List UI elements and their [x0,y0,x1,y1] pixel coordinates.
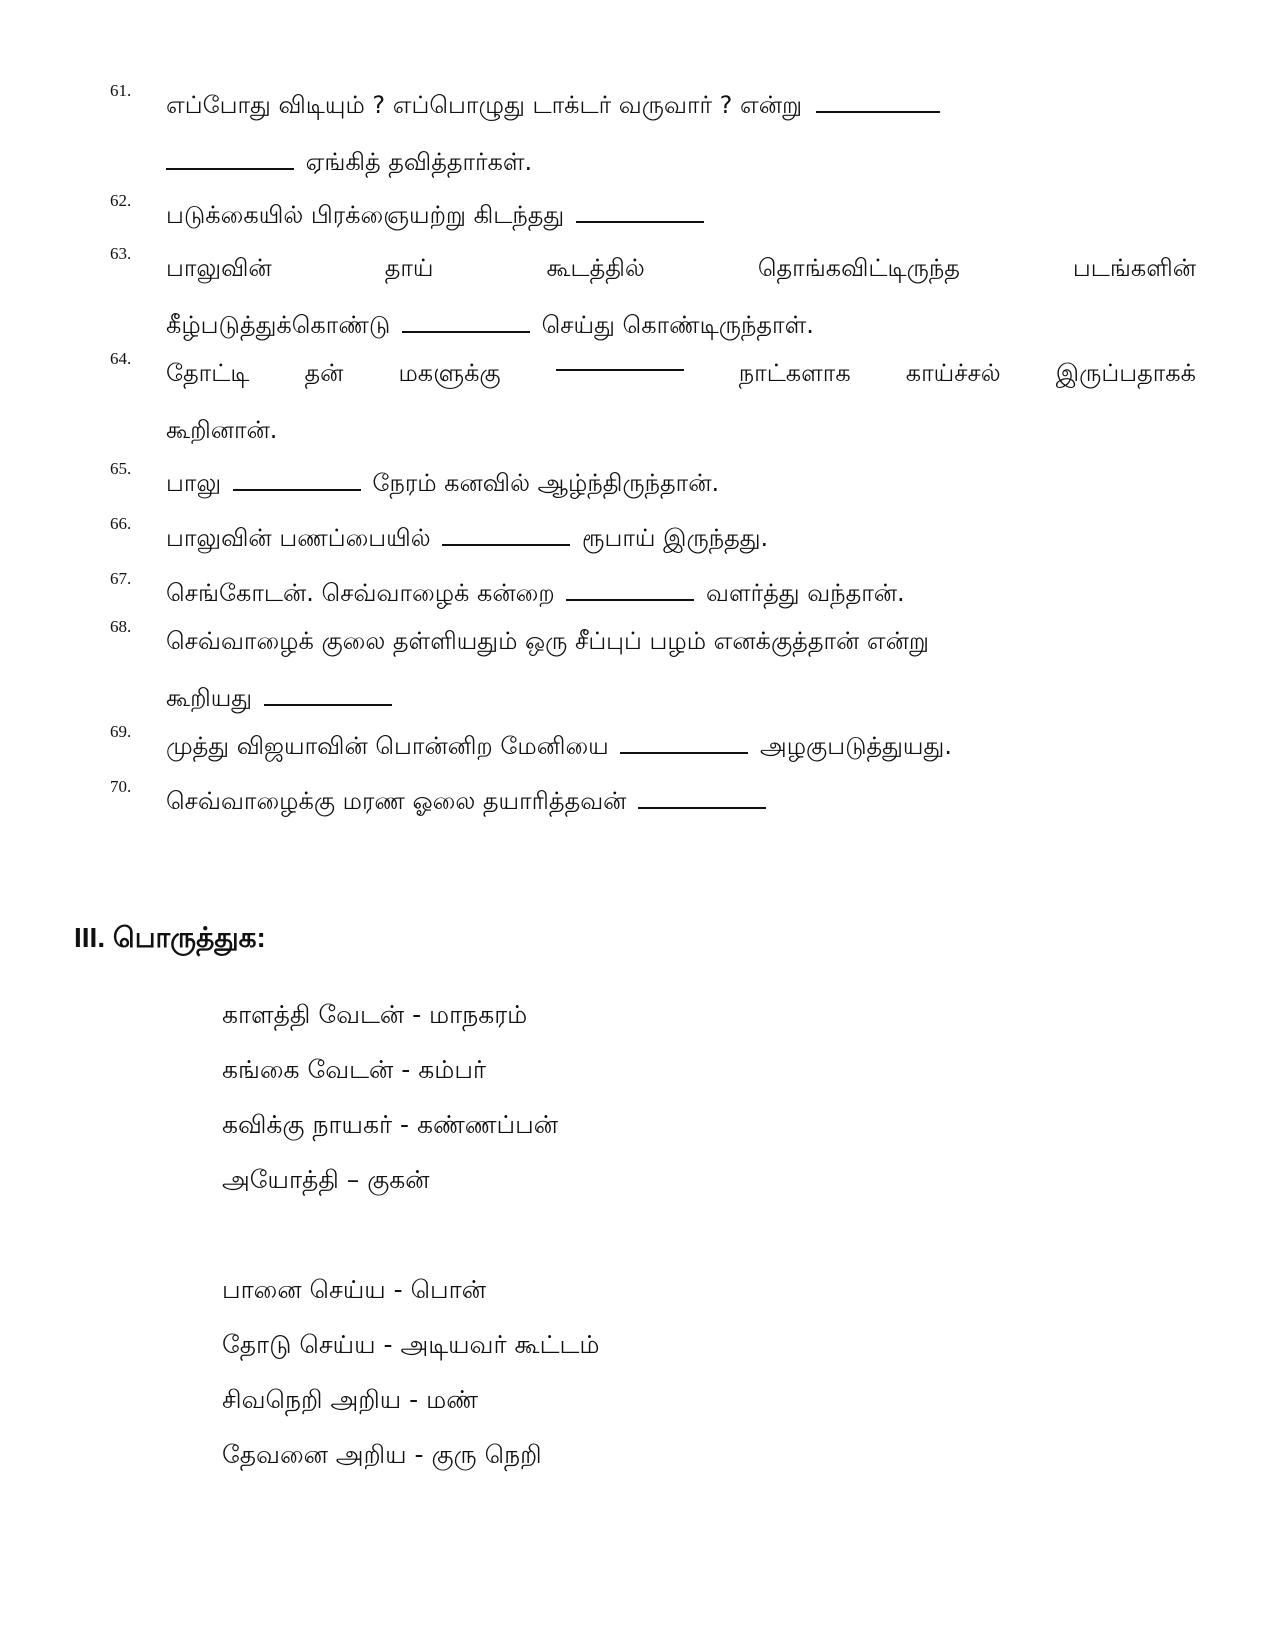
answer-blank[interactable] [638,783,766,809]
question-line: நேரம் கனவில் ஆழ்ந்திருந்தான். [372,469,720,497]
question-word: தோட்டி [166,359,250,387]
question-word: தாய் [384,254,434,282]
question-line: பாலு [166,469,222,497]
question-line: ரூபாய் இருந்தது. [582,524,769,552]
question-text [166,240,1196,354]
answer-blank[interactable] [556,345,684,371]
question-line: கீழ்படுத்துக்கொண்டு [166,311,391,339]
question-word: நாட்களாக [738,359,851,387]
answer-blank[interactable] [620,728,748,754]
question-text [166,773,1196,830]
question-line: படுக்கையில் பிரக்ஞையற்று கிடந்தது [166,201,565,229]
question-line: எப்போது விடியும் ? எப்பொழுது டாக்டர் வருவார் ? என்று [166,91,803,119]
answer-blank[interactable] [233,465,361,491]
match-item: காளத்தி வேடன் - மாநகரம் [222,1000,528,1029]
question-line: ஏங்கித் தவித்தார்கள். [305,148,533,176]
question-number: 64. [110,349,132,368]
question-word: மகளுக்கு [398,359,501,387]
match-item: கங்கை வேடன் - கம்பர் [222,1055,486,1084]
question-text [166,510,1196,567]
question-number: 62. [110,191,132,210]
question-line: வளர்த்து வந்தான். [705,579,905,607]
answer-blank[interactable] [166,144,294,170]
question-text [166,613,1196,727]
question-number: 68. [110,617,132,636]
question-text [166,345,1196,459]
section-heading: III. பொருத்துக: [74,922,266,953]
question-number: 66. [110,514,132,533]
question-word: தன் [304,359,344,387]
question-word: கூடத்தில் [546,254,645,282]
question-number: 63. [110,244,132,263]
answer-blank[interactable] [264,680,392,706]
question-number: 61. [110,81,132,100]
question-text [166,77,1196,191]
question-word: படங்களின் [1072,254,1196,282]
question-word: பாலுவின் [166,254,272,282]
question-number: 65. [110,459,132,478]
match-item: அயோத்தி – குகன் [222,1165,430,1194]
question-line: கூறினான். [166,416,278,444]
question-number: 70. [110,777,132,796]
question-number: 69. [110,722,132,741]
answer-blank[interactable] [402,307,530,333]
match-item: கவிக்கு நாயகர் - கண்ணப்பன் [222,1110,559,1139]
answer-blank[interactable] [442,520,570,546]
question-line: கூறியது [166,684,253,712]
match-item: பானை செய்ய - பொன் [222,1275,486,1304]
question-text [166,455,1196,512]
question-number: 67. [110,569,132,588]
question-line: செங்கோடன். செவ்வாழைக் கன்றை [166,579,555,607]
match-item: சிவநெறி அறிய - மண் [222,1385,479,1414]
question-text [166,718,1196,775]
answer-blank[interactable] [816,87,940,113]
question-text [166,187,1196,244]
match-item: தோடு செய்ய - அடியவர் கூட்டம் [222,1330,600,1359]
question-line: செய்து கொண்டிருந்தாள். [541,311,814,339]
question-word: காய்ச்சல் [905,359,1001,387]
question-line: பாலுவின் பணப்பையில் [166,524,431,552]
match-item: தேவனை அறிய - குரு நெறி [222,1440,542,1469]
question-line: அழகுபடுத்துயது. [760,732,952,760]
question-word: இருப்பதாகக் [1055,359,1196,387]
answer-blank[interactable] [566,575,694,601]
question-line: செவ்வாழைக் குலை தள்ளியதும் ஒரு சீப்புப் பழம் எனக்குத்தான் என்று [166,627,929,655]
question-line: முத்து விஜயாவின் பொன்னிற மேனியை [166,732,609,760]
question-word: தொங்கவிட்டிருந்த [757,254,960,282]
question-line: செவ்வாழைக்கு மரண ஓலை தயாரித்தவன் [166,787,627,815]
answer-blank[interactable] [576,197,704,223]
